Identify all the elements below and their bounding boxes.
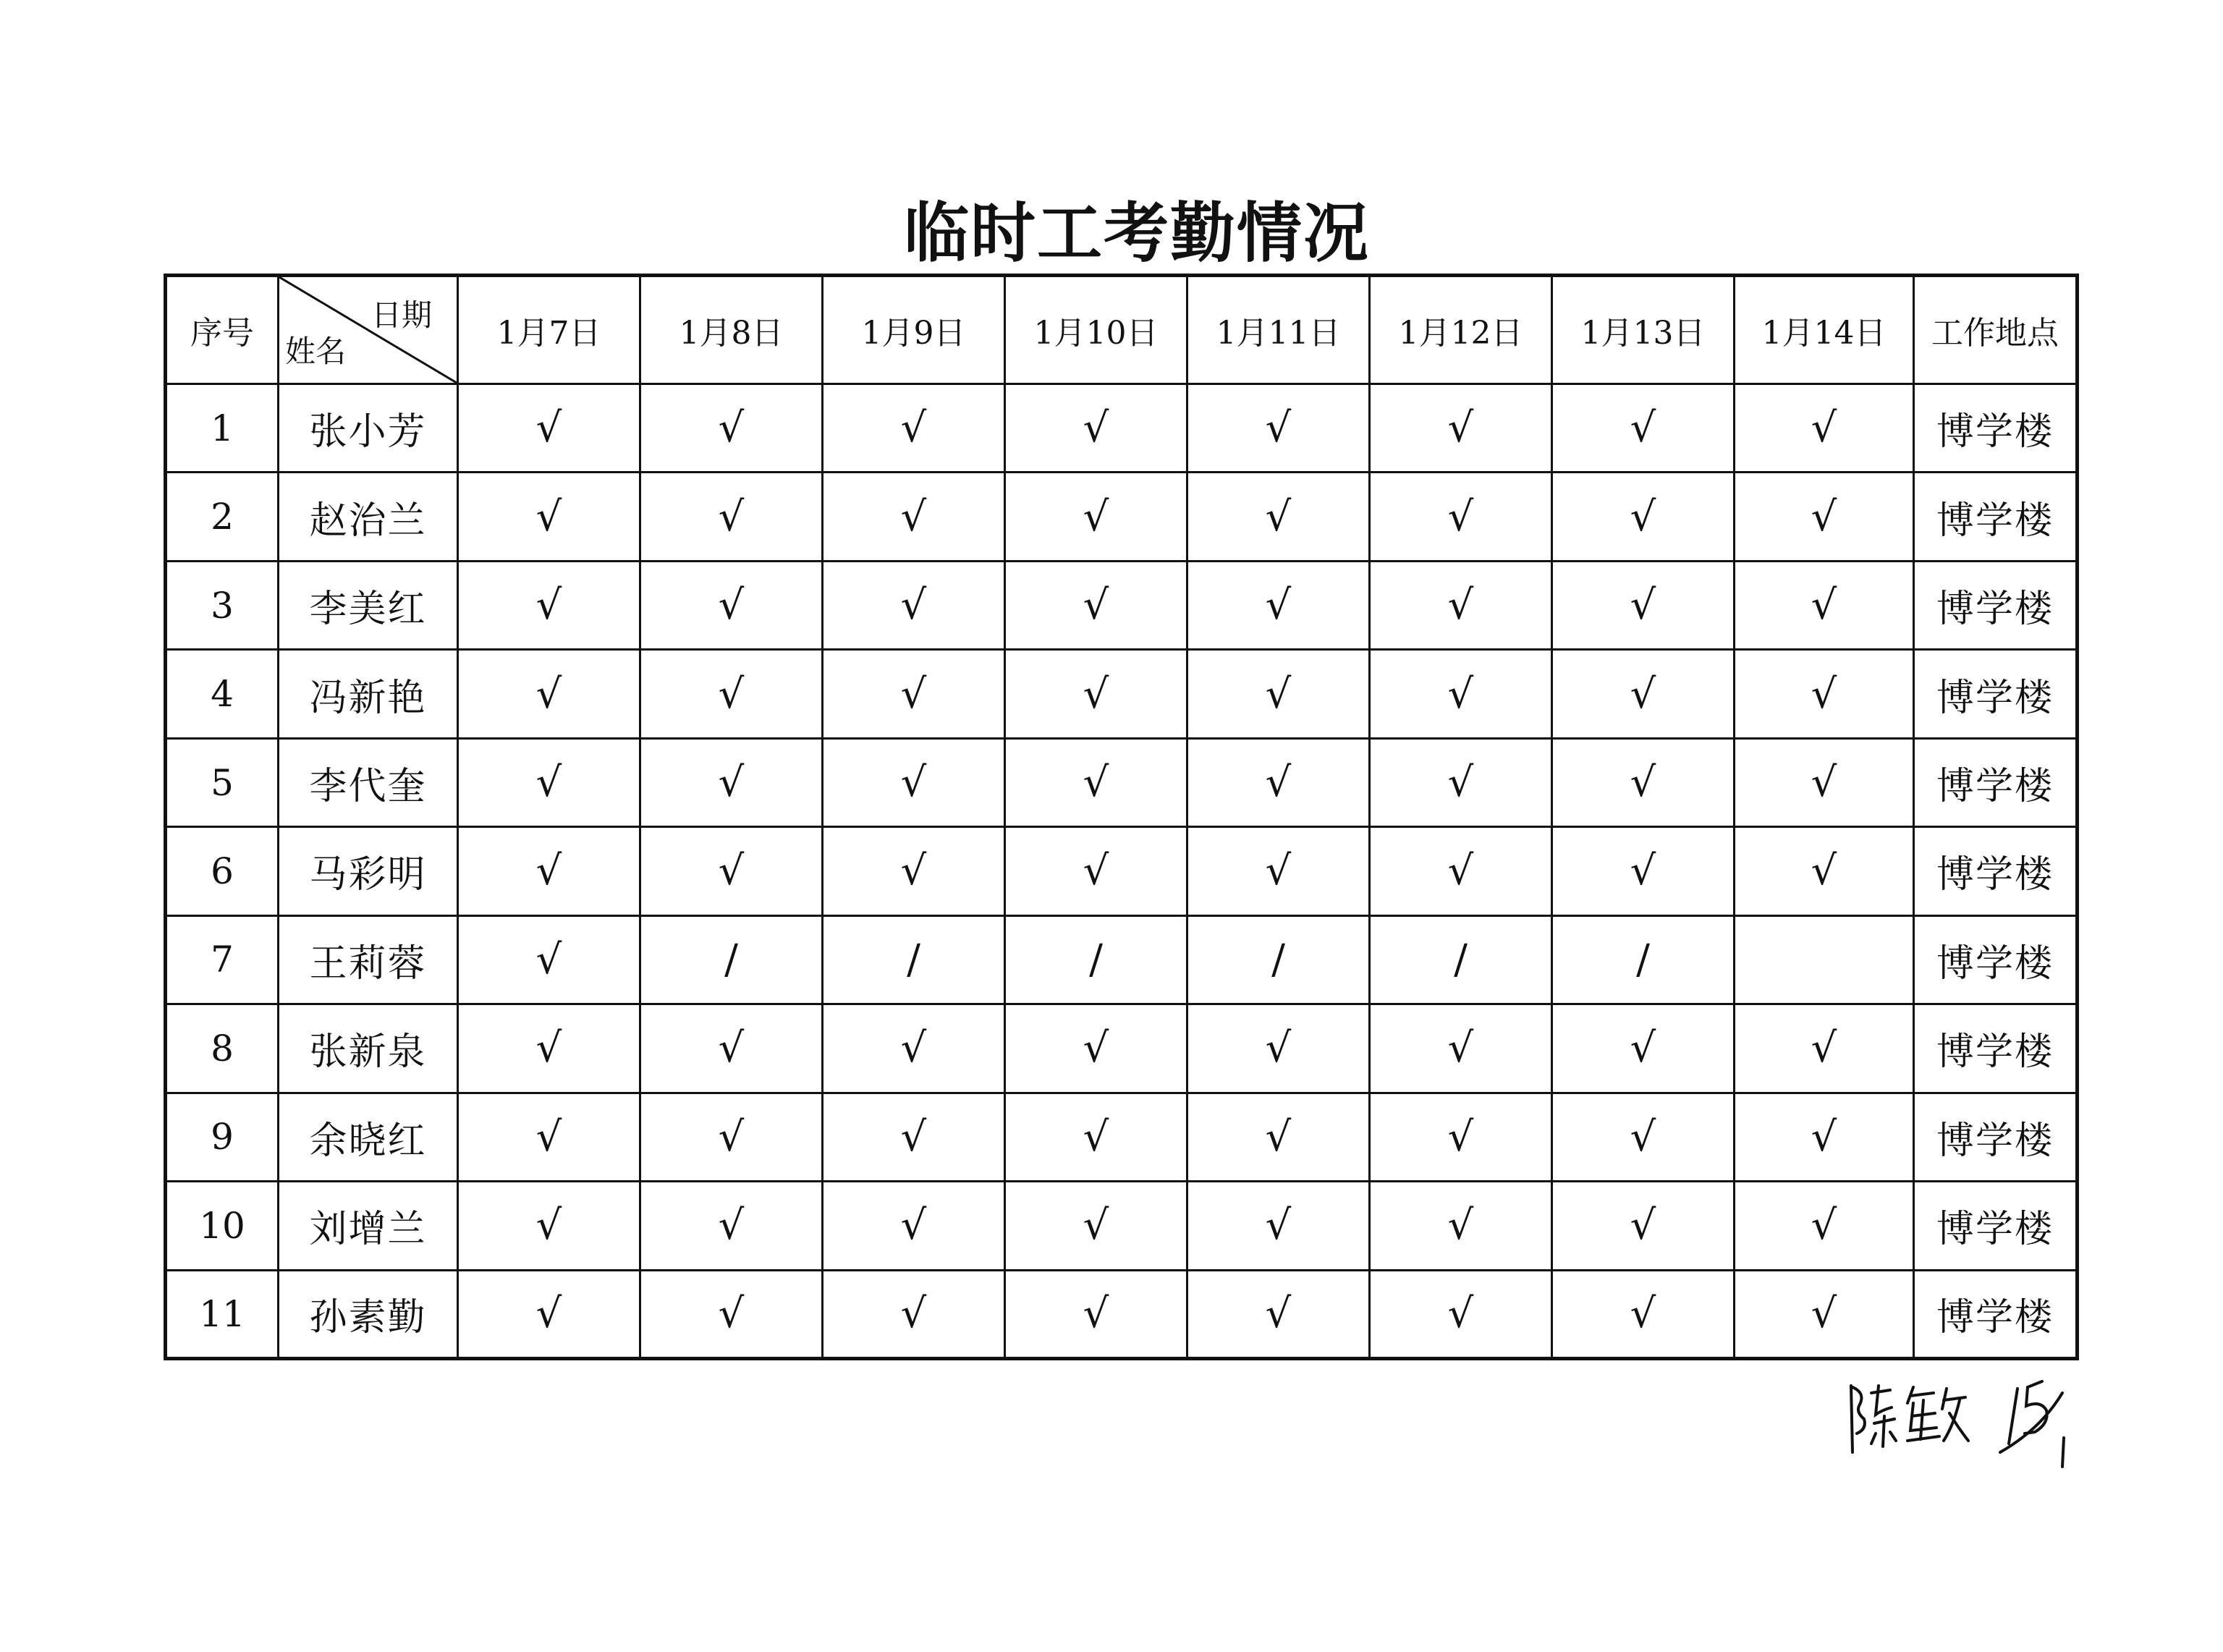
header-row [166, 276, 2078, 384]
document-title: 临时工考勤情况 [904, 195, 1370, 271]
attendance-mark-cell: √ [1370, 827, 1552, 915]
table-row [166, 384, 2078, 473]
attendance-mark-cell: √ [640, 738, 823, 826]
table-row [166, 1182, 2078, 1270]
name-cell: 冯新艳 [279, 650, 458, 738]
attendance-mark-cell: √ [1370, 738, 1552, 826]
attendance-mark-cell: √ [1005, 561, 1187, 649]
seq-cell: 8 [166, 1004, 279, 1093]
attendance-mark-cell: √ [640, 561, 823, 649]
location-cell: 博学楼 [1914, 915, 2078, 1004]
attendance-mark-cell: √ [1370, 1004, 1552, 1093]
name-cell: 王莉蓉 [279, 915, 458, 1004]
attendance-mark-cell: √ [823, 561, 1005, 649]
attendance-mark-cell: √ [823, 1004, 1005, 1093]
attendance-mark-cell: √ [640, 384, 823, 473]
table-row [166, 1093, 2078, 1181]
attendance-mark-cell: / [1005, 915, 1187, 1004]
location-cell: 博学楼 [1914, 650, 2078, 738]
table-row [166, 827, 2078, 915]
attendance-mark-cell: √ [1735, 384, 1914, 473]
location-cell: 博学楼 [1914, 473, 2078, 561]
attendance-mark-cell: √ [1735, 1004, 1914, 1093]
attendance-mark-cell: / [1187, 915, 1370, 1004]
attendance-mark-cell: √ [640, 827, 823, 915]
handwritten-signature [1838, 1371, 2084, 1480]
table-row [166, 473, 2078, 561]
attendance-mark-cell: √ [823, 473, 1005, 561]
table-row [166, 561, 2078, 649]
attendance-mark-cell: √ [1187, 473, 1370, 561]
seq-cell: 3 [166, 561, 279, 649]
attendance-mark-cell: √ [640, 473, 823, 561]
table-row [166, 1270, 2078, 1358]
attendance-mark-cell: √ [640, 1270, 823, 1358]
attendance-mark-cell: √ [823, 384, 1005, 473]
location-cell: 博学楼 [1914, 384, 2078, 473]
attendance-mark-cell: √ [823, 1093, 1005, 1181]
attendance-mark-cell: √ [1370, 384, 1552, 473]
date-header: 1月9日 [823, 276, 1005, 384]
location-header: 工作地点 [1914, 276, 2078, 384]
seq-cell: 4 [166, 650, 279, 738]
attendance-mark-cell: / [823, 915, 1005, 1004]
attendance-mark-cell [1735, 915, 1914, 1004]
attendance-mark-cell: √ [1005, 1182, 1187, 1270]
attendance-mark-cell: √ [1552, 1182, 1735, 1270]
attendance-mark-cell: √ [1552, 561, 1735, 649]
name-cell: 余晓红 [279, 1093, 458, 1181]
location-cell: 博学楼 [1914, 1270, 2078, 1358]
attendance-mark-cell: √ [823, 650, 1005, 738]
seq-cell: 10 [166, 1182, 279, 1270]
attendance-mark-cell: √ [1735, 473, 1914, 561]
location-cell: 博学楼 [1914, 561, 2078, 649]
attendance-table [164, 274, 2079, 1360]
attendance-mark-cell: √ [1370, 1270, 1552, 1358]
date-header: 1月7日 [458, 276, 640, 384]
attendance-mark-cell: √ [1370, 1093, 1552, 1181]
attendance-mark-cell: √ [1735, 1182, 1914, 1270]
table-row [166, 915, 2078, 1004]
date-header: 1月10日 [1005, 276, 1187, 384]
seq-cell: 5 [166, 738, 279, 826]
attendance-mark-cell: √ [640, 1182, 823, 1270]
seq-cell: 7 [166, 915, 279, 1004]
date-header: 1月8日 [640, 276, 823, 384]
seq-cell: 9 [166, 1093, 279, 1181]
attendance-mark-cell: √ [458, 1004, 640, 1093]
date-header: 1月14日 [1735, 276, 1914, 384]
seq-cell: 2 [166, 473, 279, 561]
location-cell: 博学楼 [1914, 1182, 2078, 1270]
name-cell: 孙素勤 [279, 1270, 458, 1358]
name-cell: 赵治兰 [279, 473, 458, 561]
attendance-mark-cell: √ [1370, 473, 1552, 561]
attendance-mark-cell: √ [1005, 473, 1187, 561]
attendance-mark-cell: √ [1005, 384, 1187, 473]
attendance-mark-cell: √ [1187, 1004, 1370, 1093]
attendance-mark-cell: √ [458, 1093, 640, 1181]
attendance-mark-cell: √ [823, 1270, 1005, 1358]
name-cell: 刘增兰 [279, 1182, 458, 1270]
seq-cell: 6 [166, 827, 279, 915]
attendance-mark-cell: √ [1370, 561, 1552, 649]
attendance-mark-cell: √ [1187, 650, 1370, 738]
attendance-mark-cell: √ [458, 473, 640, 561]
diagonal-date-label: 日期 [370, 297, 432, 333]
attendance-mark-cell: √ [1552, 738, 1735, 826]
attendance-mark-cell: √ [1552, 827, 1735, 915]
attendance-mark-cell: √ [640, 650, 823, 738]
attendance-mark-cell: √ [1735, 827, 1914, 915]
seq-cell: 1 [166, 384, 279, 473]
attendance-mark-cell: √ [1552, 473, 1735, 561]
attendance-mark-cell: √ [458, 561, 640, 649]
attendance-mark-cell: √ [458, 827, 640, 915]
attendance-mark-cell: √ [823, 1182, 1005, 1270]
attendance-mark-cell: √ [1187, 1270, 1370, 1358]
attendance-mark-cell: √ [1005, 1270, 1187, 1358]
attendance-mark-cell: √ [458, 1270, 640, 1358]
attendance-mark-cell: √ [458, 1182, 640, 1270]
attendance-mark-cell: √ [1005, 1093, 1187, 1181]
date-header: 1月11日 [1187, 276, 1370, 384]
attendance-mark-cell: √ [1735, 561, 1914, 649]
attendance-mark-cell: √ [1187, 1093, 1370, 1181]
attendance-mark-cell: √ [458, 384, 640, 473]
attendance-mark-cell: √ [458, 738, 640, 826]
attendance-mark-cell: / [640, 915, 823, 1004]
name-cell: 马彩明 [279, 827, 458, 915]
date-header: 1月13日 [1552, 276, 1735, 384]
attendance-mark-cell: √ [1552, 1093, 1735, 1181]
attendance-mark-cell: √ [1187, 561, 1370, 649]
attendance-mark-cell: √ [1735, 1270, 1914, 1358]
seq-header: 序号 [166, 276, 279, 384]
seq-cell: 11 [166, 1270, 279, 1358]
attendance-mark-cell: √ [1187, 827, 1370, 915]
diagonal-name-label: 姓名 [285, 334, 347, 369]
attendance-mark-cell: √ [640, 1093, 823, 1181]
attendance-mark-cell: √ [1370, 650, 1552, 738]
attendance-mark-cell: √ [823, 827, 1005, 915]
table-row [166, 1004, 2078, 1093]
location-cell: 博学楼 [1914, 827, 2078, 915]
attendance-mark-cell: √ [1005, 1004, 1187, 1093]
name-cell: 李代奎 [279, 738, 458, 826]
attendance-mark-cell: √ [1735, 738, 1914, 826]
attendance-mark-cell: √ [1552, 650, 1735, 738]
attendance-mark-cell: √ [1187, 1182, 1370, 1270]
attendance-mark-cell: √ [1005, 738, 1187, 826]
attendance-mark-cell: √ [1187, 384, 1370, 473]
attendance-mark-cell: √ [1552, 384, 1735, 473]
attendance-mark-cell: √ [640, 1004, 823, 1093]
attendance-mark-cell: √ [1370, 1182, 1552, 1270]
attendance-mark-cell: √ [823, 738, 1005, 826]
attendance-body [166, 384, 2078, 1359]
date-header: 1月12日 [1370, 276, 1552, 384]
attendance-mark-cell: / [1370, 915, 1552, 1004]
location-cell: 博学楼 [1914, 1004, 2078, 1093]
table-row [166, 650, 2078, 738]
attendance-mark-cell: √ [1735, 650, 1914, 738]
attendance-mark-cell: / [1552, 915, 1735, 1004]
name-cell: 张新泉 [279, 1004, 458, 1093]
name-cell: 张小芳 [279, 384, 458, 473]
attendance-mark-cell: √ [1005, 827, 1187, 915]
attendance-mark-cell: √ [458, 915, 640, 1004]
location-cell: 博学楼 [1914, 1093, 2078, 1181]
date-name-diagonal-header [279, 276, 458, 384]
attendance-mark-cell: √ [1552, 1270, 1735, 1358]
attendance-mark-cell: √ [1552, 1004, 1735, 1093]
name-cell: 李美红 [279, 561, 458, 649]
location-cell: 博学楼 [1914, 738, 2078, 826]
attendance-mark-cell: √ [1735, 1093, 1914, 1181]
attendance-mark-cell: √ [458, 650, 640, 738]
attendance-mark-cell: √ [1005, 650, 1187, 738]
table-row [166, 738, 2078, 826]
attendance-mark-cell: √ [1187, 738, 1370, 826]
